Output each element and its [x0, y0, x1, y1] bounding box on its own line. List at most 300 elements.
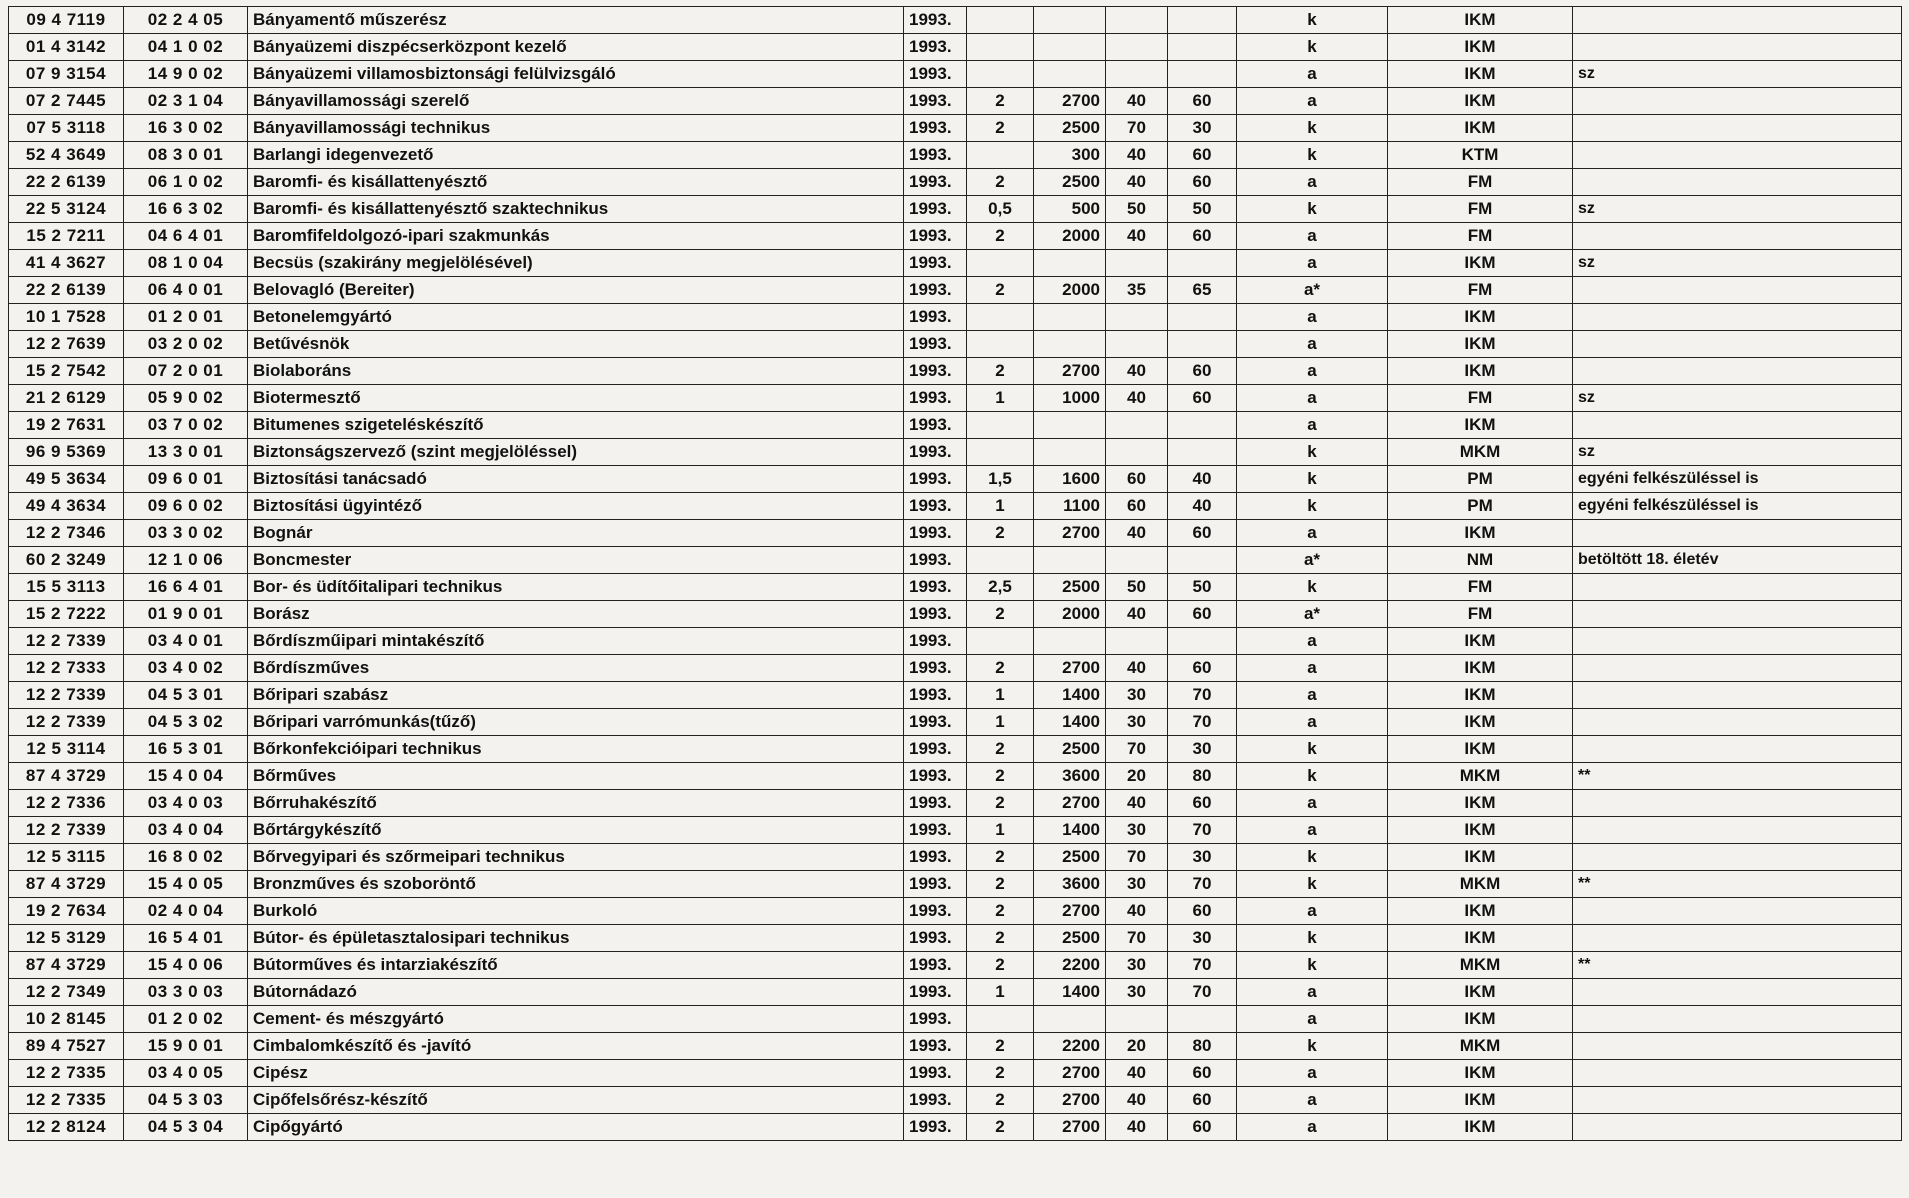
occupation-name-cell: Cipész: [248, 1060, 904, 1087]
note-cell: [1573, 88, 1902, 115]
register-number-cell: 08 3 0 01: [124, 142, 248, 169]
ministry-cell: IKM: [1388, 682, 1573, 709]
note-cell: [1573, 817, 1902, 844]
hours-cell: 2700: [1034, 88, 1106, 115]
classification-code-cell: 12 2 7336: [9, 790, 124, 817]
table-row: [9, 493, 1902, 520]
register-number-cell: 09 6 0 01: [124, 466, 248, 493]
hours-cell: [1034, 439, 1106, 466]
theory-percent-cell: [1106, 628, 1168, 655]
register-number-cell: 16 3 0 02: [124, 115, 248, 142]
table-row: [9, 412, 1902, 439]
occupation-name-cell: Bőripari szabász: [248, 682, 904, 709]
ministry-cell: IKM: [1388, 628, 1573, 655]
note-cell: [1573, 142, 1902, 169]
duration-cell: 2: [967, 1114, 1034, 1141]
hours-cell: 500: [1034, 196, 1106, 223]
occupation-name-cell: Bronzműves és szoboröntő: [248, 871, 904, 898]
note-cell: **: [1573, 952, 1902, 979]
register-number-cell: 16 5 4 01: [124, 925, 248, 952]
ministry-cell: KTM: [1388, 142, 1573, 169]
practice-percent-cell: 70: [1168, 979, 1237, 1006]
ministry-cell: IKM: [1388, 88, 1573, 115]
hours-cell: [1034, 7, 1106, 34]
theory-percent-cell: [1106, 331, 1168, 358]
occupation-name-cell: Baromfi- és kisállattenyésztő: [248, 169, 904, 196]
practice-percent-cell: 60: [1168, 223, 1237, 250]
register-number-cell: 13 3 0 01: [124, 439, 248, 466]
theory-percent-cell: 30: [1106, 871, 1168, 898]
table-row: [9, 871, 1902, 898]
year-cell: 1993.: [904, 34, 967, 61]
hours-cell: 1400: [1034, 682, 1106, 709]
theory-percent-cell: 70: [1106, 736, 1168, 763]
register-number-cell: 02 4 0 04: [124, 898, 248, 925]
year-cell: 1993.: [904, 385, 967, 412]
ministry-cell: MKM: [1388, 763, 1573, 790]
register-number-cell: 02 3 1 04: [124, 88, 248, 115]
hours-cell: [1034, 547, 1106, 574]
theory-percent-cell: 50: [1106, 574, 1168, 601]
theory-percent-cell: 50: [1106, 196, 1168, 223]
note-cell: [1573, 1006, 1902, 1033]
occupation-name-cell: Bútorműves és intarziakészítő: [248, 952, 904, 979]
practice-percent-cell: [1168, 331, 1237, 358]
practice-percent-cell: 60: [1168, 142, 1237, 169]
duration-cell: [967, 7, 1034, 34]
hours-cell: 2200: [1034, 1033, 1106, 1060]
duration-cell: 2: [967, 115, 1034, 142]
hours-cell: 2700: [1034, 1060, 1106, 1087]
ministry-cell: IKM: [1388, 412, 1573, 439]
theory-percent-cell: 40: [1106, 142, 1168, 169]
occupation-name-cell: Bognár: [248, 520, 904, 547]
year-cell: 1993.: [904, 925, 967, 952]
occupation-name-cell: Biotermesztő: [248, 385, 904, 412]
type-cell: a: [1237, 790, 1388, 817]
note-cell: [1573, 979, 1902, 1006]
occupation-name-cell: Belovagló (Bereiter): [248, 277, 904, 304]
theory-percent-cell: 40: [1106, 601, 1168, 628]
table-row: [9, 169, 1902, 196]
type-cell: a: [1237, 979, 1388, 1006]
register-number-cell: 03 3 0 02: [124, 520, 248, 547]
ministry-cell: FM: [1388, 223, 1573, 250]
practice-percent-cell: [1168, 250, 1237, 277]
occupation-name-cell: Barlangi idegenvezető: [248, 142, 904, 169]
practice-percent-cell: 60: [1168, 88, 1237, 115]
practice-percent-cell: 70: [1168, 709, 1237, 736]
type-cell: a: [1237, 898, 1388, 925]
ministry-cell: IKM: [1388, 358, 1573, 385]
practice-percent-cell: [1168, 7, 1237, 34]
practice-percent-cell: 60: [1168, 790, 1237, 817]
table-row: [9, 223, 1902, 250]
theory-percent-cell: [1106, 439, 1168, 466]
hours-cell: 2500: [1034, 844, 1106, 871]
ministry-cell: IKM: [1388, 817, 1573, 844]
classification-code-cell: 19 2 7634: [9, 898, 124, 925]
practice-percent-cell: 60: [1168, 358, 1237, 385]
duration-cell: 2: [967, 790, 1034, 817]
year-cell: 1993.: [904, 277, 967, 304]
occupation-name-cell: Bútor- és épületasztalosipari technikus: [248, 925, 904, 952]
register-number-cell: 14 9 0 02: [124, 61, 248, 88]
ministry-cell: IKM: [1388, 979, 1573, 1006]
note-cell: [1573, 412, 1902, 439]
register-number-cell: 03 2 0 02: [124, 331, 248, 358]
type-cell: a: [1237, 1114, 1388, 1141]
ministry-cell: IKM: [1388, 304, 1573, 331]
ministry-cell: IKM: [1388, 34, 1573, 61]
theory-percent-cell: [1106, 61, 1168, 88]
classification-code-cell: 87 4 3729: [9, 763, 124, 790]
hours-cell: 3600: [1034, 871, 1106, 898]
practice-percent-cell: [1168, 61, 1237, 88]
year-cell: 1993.: [904, 196, 967, 223]
practice-percent-cell: 60: [1168, 601, 1237, 628]
ministry-cell: IKM: [1388, 925, 1573, 952]
duration-cell: 1: [967, 682, 1034, 709]
type-cell: k: [1237, 844, 1388, 871]
note-cell: [1573, 925, 1902, 952]
hours-cell: [1034, 304, 1106, 331]
duration-cell: 1: [967, 709, 1034, 736]
classification-code-cell: 22 5 3124: [9, 196, 124, 223]
type-cell: k: [1237, 925, 1388, 952]
theory-percent-cell: 40: [1106, 169, 1168, 196]
register-number-cell: 04 5 3 02: [124, 709, 248, 736]
type-cell: a: [1237, 709, 1388, 736]
table-row: [9, 1033, 1902, 1060]
note-cell: [1573, 1060, 1902, 1087]
duration-cell: [967, 331, 1034, 358]
duration-cell: [967, 304, 1034, 331]
practice-percent-cell: 30: [1168, 844, 1237, 871]
table-row: [9, 898, 1902, 925]
type-cell: a: [1237, 817, 1388, 844]
occupation-name-cell: Boncmester: [248, 547, 904, 574]
note-cell: sz: [1573, 439, 1902, 466]
hours-cell: 2700: [1034, 655, 1106, 682]
classification-code-cell: 12 2 7339: [9, 817, 124, 844]
type-cell: k: [1237, 142, 1388, 169]
register-number-cell: 03 4 0 02: [124, 655, 248, 682]
occupation-name-cell: Cement- és mészgyártó: [248, 1006, 904, 1033]
table-row: [9, 574, 1902, 601]
duration-cell: 2: [967, 925, 1034, 952]
year-cell: 1993.: [904, 763, 967, 790]
register-number-cell: 03 7 0 02: [124, 412, 248, 439]
theory-percent-cell: 20: [1106, 763, 1168, 790]
ministry-cell: FM: [1388, 277, 1573, 304]
hours-cell: 1400: [1034, 709, 1106, 736]
note-cell: [1573, 169, 1902, 196]
occupation-name-cell: Bőrvegyipari és szőrmeipari technikus: [248, 844, 904, 871]
ministry-cell: IKM: [1388, 1006, 1573, 1033]
hours-cell: [1034, 1006, 1106, 1033]
year-cell: 1993.: [904, 1114, 967, 1141]
ministry-cell: MKM: [1388, 871, 1573, 898]
practice-percent-cell: 60: [1168, 520, 1237, 547]
table-row: [9, 439, 1902, 466]
type-cell: a: [1237, 88, 1388, 115]
hours-cell: 2000: [1034, 223, 1106, 250]
type-cell: k: [1237, 1033, 1388, 1060]
year-cell: 1993.: [904, 817, 967, 844]
occupation-name-cell: Betűvésnök: [248, 331, 904, 358]
practice-percent-cell: [1168, 34, 1237, 61]
type-cell: a: [1237, 331, 1388, 358]
ministry-cell: MKM: [1388, 952, 1573, 979]
year-cell: 1993.: [904, 628, 967, 655]
note-cell: [1573, 601, 1902, 628]
register-number-cell: 01 2 0 02: [124, 1006, 248, 1033]
duration-cell: 2,5: [967, 574, 1034, 601]
practice-percent-cell: [1168, 547, 1237, 574]
hours-cell: 2000: [1034, 277, 1106, 304]
duration-cell: 2: [967, 871, 1034, 898]
duration-cell: [967, 142, 1034, 169]
note-cell: [1573, 790, 1902, 817]
occupation-name-cell: Bányaüzemi diszpécserközpont kezelő: [248, 34, 904, 61]
occupation-name-cell: Bor- és üdítőitalipari technikus: [248, 574, 904, 601]
duration-cell: 2: [967, 1060, 1034, 1087]
occupation-name-cell: Biztosítási tanácsadó: [248, 466, 904, 493]
theory-percent-cell: 40: [1106, 1060, 1168, 1087]
duration-cell: 2: [967, 1087, 1034, 1114]
table-row: [9, 952, 1902, 979]
year-cell: 1993.: [904, 493, 967, 520]
theory-percent-cell: [1106, 34, 1168, 61]
duration-cell: 0,5: [967, 196, 1034, 223]
register-number-cell: 07 2 0 01: [124, 358, 248, 385]
year-cell: 1993.: [904, 574, 967, 601]
note-cell: [1573, 331, 1902, 358]
register-number-cell: 08 1 0 04: [124, 250, 248, 277]
practice-percent-cell: [1168, 304, 1237, 331]
practice-percent-cell: 80: [1168, 1033, 1237, 1060]
register-number-cell: 15 9 0 01: [124, 1033, 248, 1060]
theory-percent-cell: [1106, 304, 1168, 331]
theory-percent-cell: [1106, 7, 1168, 34]
theory-percent-cell: [1106, 250, 1168, 277]
duration-cell: 2: [967, 844, 1034, 871]
table-row: [9, 1087, 1902, 1114]
hours-cell: 2000: [1034, 601, 1106, 628]
year-cell: 1993.: [904, 655, 967, 682]
register-number-cell: 03 4 0 03: [124, 790, 248, 817]
note-cell: [1573, 115, 1902, 142]
theory-percent-cell: 20: [1106, 1033, 1168, 1060]
note-cell: **: [1573, 871, 1902, 898]
occupation-name-cell: Bányamentő műszerész: [248, 7, 904, 34]
classification-code-cell: 12 5 3129: [9, 925, 124, 952]
theory-percent-cell: 40: [1106, 88, 1168, 115]
year-cell: 1993.: [904, 358, 967, 385]
note-cell: sz: [1573, 385, 1902, 412]
hours-cell: 3600: [1034, 763, 1106, 790]
duration-cell: 2: [967, 223, 1034, 250]
occupation-name-cell: Bányavillamossági szerelő: [248, 88, 904, 115]
hours-cell: 2700: [1034, 358, 1106, 385]
hours-cell: 1400: [1034, 979, 1106, 1006]
ministry-cell: IKM: [1388, 1114, 1573, 1141]
classification-code-cell: 15 2 7542: [9, 358, 124, 385]
type-cell: a: [1237, 169, 1388, 196]
theory-percent-cell: 30: [1106, 709, 1168, 736]
theory-percent-cell: 70: [1106, 115, 1168, 142]
table-row: [9, 142, 1902, 169]
year-cell: 1993.: [904, 520, 967, 547]
duration-cell: [967, 547, 1034, 574]
register-number-cell: 06 4 0 01: [124, 277, 248, 304]
year-cell: 1993.: [904, 1006, 967, 1033]
type-cell: k: [1237, 466, 1388, 493]
register-number-cell: 16 6 4 01: [124, 574, 248, 601]
hours-cell: 2200: [1034, 952, 1106, 979]
type-cell: a: [1237, 520, 1388, 547]
duration-cell: [967, 439, 1034, 466]
ministry-cell: MKM: [1388, 439, 1573, 466]
duration-cell: 1: [967, 817, 1034, 844]
year-cell: 1993.: [904, 601, 967, 628]
theory-percent-cell: 70: [1106, 925, 1168, 952]
year-cell: 1993.: [904, 1060, 967, 1087]
type-cell: a: [1237, 412, 1388, 439]
occupation-name-cell: Baromfi- és kisállattenyésztő szaktechnikus: [248, 196, 904, 223]
theory-percent-cell: 40: [1106, 223, 1168, 250]
year-cell: 1993.: [904, 1033, 967, 1060]
occupation-name-cell: Bőrtárgykészítő: [248, 817, 904, 844]
theory-percent-cell: 40: [1106, 385, 1168, 412]
classification-code-cell: 22 2 6139: [9, 277, 124, 304]
practice-percent-cell: 60: [1168, 898, 1237, 925]
register-number-cell: 04 5 3 01: [124, 682, 248, 709]
type-cell: k: [1237, 736, 1388, 763]
occupation-name-cell: Becsüs (szakirány megjelölésével): [248, 250, 904, 277]
occupation-name-cell: Biolaboráns: [248, 358, 904, 385]
register-number-cell: 04 6 4 01: [124, 223, 248, 250]
table-row: [9, 817, 1902, 844]
note-cell: [1573, 1087, 1902, 1114]
type-cell: a: [1237, 1087, 1388, 1114]
table-row: [9, 88, 1902, 115]
ministry-cell: IKM: [1388, 331, 1573, 358]
ministry-cell: FM: [1388, 574, 1573, 601]
hours-cell: [1034, 61, 1106, 88]
theory-percent-cell: 40: [1106, 655, 1168, 682]
theory-percent-cell: 40: [1106, 1087, 1168, 1114]
practice-percent-cell: 60: [1168, 1114, 1237, 1141]
register-number-cell: 15 4 0 04: [124, 763, 248, 790]
classification-code-cell: 12 2 7346: [9, 520, 124, 547]
note-cell: [1573, 898, 1902, 925]
ministry-cell: IKM: [1388, 844, 1573, 871]
table-row: [9, 979, 1902, 1006]
year-cell: 1993.: [904, 439, 967, 466]
ministry-cell: PM: [1388, 466, 1573, 493]
theory-percent-cell: [1106, 547, 1168, 574]
register-number-cell: 15 4 0 06: [124, 952, 248, 979]
hours-cell: 2700: [1034, 1114, 1106, 1141]
classification-code-cell: 52 4 3649: [9, 142, 124, 169]
table-row: [9, 385, 1902, 412]
table-row: [9, 115, 1902, 142]
ministry-cell: IKM: [1388, 1087, 1573, 1114]
table-row: [9, 304, 1902, 331]
practice-percent-cell: 40: [1168, 466, 1237, 493]
year-cell: 1993.: [904, 331, 967, 358]
occupation-name-cell: Bőrdíszműves: [248, 655, 904, 682]
note-cell: [1573, 34, 1902, 61]
type-cell: a: [1237, 250, 1388, 277]
practice-percent-cell: [1168, 439, 1237, 466]
hours-cell: 1400: [1034, 817, 1106, 844]
occupation-name-cell: Cipőfelsőrész-készítő: [248, 1087, 904, 1114]
classification-code-cell: 15 2 7211: [9, 223, 124, 250]
note-cell: [1573, 709, 1902, 736]
occupation-name-cell: Baromfifeldolgozó-ipari szakmunkás: [248, 223, 904, 250]
table-row: [9, 466, 1902, 493]
type-cell: k: [1237, 763, 1388, 790]
table-body: [9, 7, 1902, 1141]
duration-cell: 2: [967, 520, 1034, 547]
table-row: [9, 520, 1902, 547]
hours-cell: 2700: [1034, 898, 1106, 925]
practice-percent-cell: 70: [1168, 952, 1237, 979]
occupation-name-cell: Bőrkonfekcióipari technikus: [248, 736, 904, 763]
hours-cell: [1034, 628, 1106, 655]
practice-percent-cell: 60: [1168, 1087, 1237, 1114]
practice-percent-cell: 70: [1168, 871, 1237, 898]
year-cell: 1993.: [904, 61, 967, 88]
year-cell: 1993.: [904, 736, 967, 763]
note-cell: [1573, 223, 1902, 250]
table-row: [9, 790, 1902, 817]
hours-cell: [1034, 250, 1106, 277]
register-number-cell: 16 5 3 01: [124, 736, 248, 763]
register-number-cell: 04 5 3 04: [124, 1114, 248, 1141]
year-cell: 1993.: [904, 709, 967, 736]
type-cell: k: [1237, 34, 1388, 61]
note-cell: egyéni felkészüléssel is: [1573, 493, 1902, 520]
practice-percent-cell: 60: [1168, 385, 1237, 412]
table-row: [9, 763, 1902, 790]
practice-percent-cell: [1168, 628, 1237, 655]
ministry-cell: IKM: [1388, 790, 1573, 817]
year-cell: 1993.: [904, 1087, 967, 1114]
theory-percent-cell: 30: [1106, 979, 1168, 1006]
ministry-cell: IKM: [1388, 709, 1573, 736]
ministry-cell: FM: [1388, 196, 1573, 223]
occupation-name-cell: Biztonságszervező (szint megjelöléssel): [248, 439, 904, 466]
note-cell: egyéni felkészüléssel is: [1573, 466, 1902, 493]
year-cell: 1993.: [904, 466, 967, 493]
year-cell: 1993.: [904, 871, 967, 898]
ministry-cell: NM: [1388, 547, 1573, 574]
table-row: [9, 1114, 1902, 1141]
practice-percent-cell: [1168, 1006, 1237, 1033]
theory-percent-cell: 40: [1106, 790, 1168, 817]
occupation-name-cell: Cipőgyártó: [248, 1114, 904, 1141]
duration-cell: 1: [967, 979, 1034, 1006]
occupation-name-cell: Bányavillamossági technikus: [248, 115, 904, 142]
type-cell: a: [1237, 385, 1388, 412]
practice-percent-cell: 60: [1168, 169, 1237, 196]
year-cell: 1993.: [904, 169, 967, 196]
note-cell: [1573, 844, 1902, 871]
